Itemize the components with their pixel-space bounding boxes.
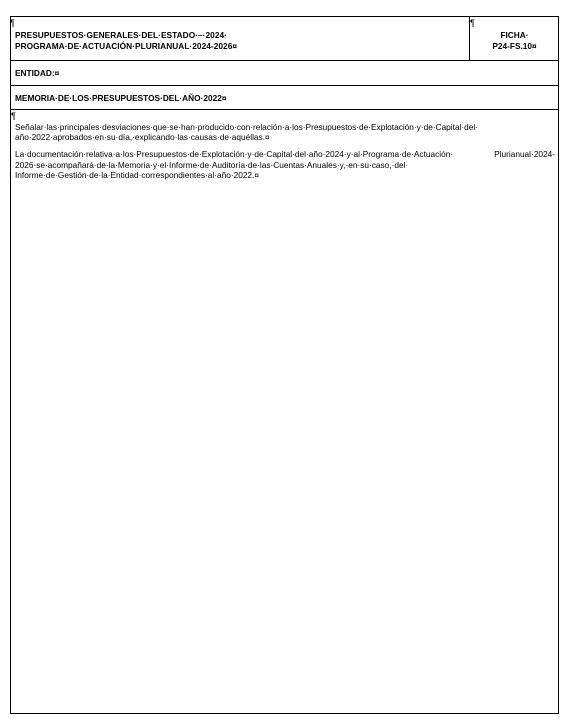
ficha-line1: FICHA·: [500, 30, 529, 40]
instructions-paragraph-1: Señalar·las·principales·desviaciones·que·se·han·producido·con·relación·a·los·Presupuestos·de·Explotación·y·de·Capital·del· año·2022·aprobados·en·su·día,·explicando·las·causas·de·aquéllas.¤: [15, 122, 479, 143]
ficha-line2: P24-FS.10¤: [492, 41, 537, 51]
pilcrow-mark: ¶: [470, 18, 475, 28]
entidad-label: ENTIDAD:¤: [15, 68, 60, 78]
memoria-body: [11, 110, 558, 184]
budget-form-sheet: [10, 16, 559, 714]
pilcrow-mark: ¶: [11, 111, 16, 121]
header-title-cell: [11, 17, 470, 60]
pilcrow-mark: ¶: [10, 18, 15, 28]
header-ficha-cell: [470, 17, 559, 60]
form-header-row: [11, 17, 558, 61]
entidad-row: [11, 61, 558, 86]
header-title-line2: PROGRAMA·DE·ACTUACIÓN·PLURIANUAL·2024-2026¤: [15, 41, 238, 51]
ficha-code: [470, 30, 559, 52]
instructions-paragraph-2: La·documentación·relativa·a·los·Presupuestos·de·Explotación·y·de·Capital·del·año·2024·y·al·Programa·de·Actuación· Plurianual·2024-2026·se·acompañará·de·la·Memoria·y·el·Informe·de·Auditoría·de·las·Cuentas·Anuales·y,·en·su·caso,·del· Informe·de·Gestión·de·la·Entidad·correspondientes·al·año·2022.¤: [15, 149, 555, 180]
header-title-line1: PRESUPUESTOS·GENERALES·DEL·ESTADO·–·2024·: [15, 30, 227, 40]
header-title: [15, 30, 237, 52]
memoria-row: [11, 86, 558, 110]
memoria-label: MEMORIA·DE·LOS·PRESUPUESTOS·DEL·AÑO·2022¤: [15, 93, 227, 103]
